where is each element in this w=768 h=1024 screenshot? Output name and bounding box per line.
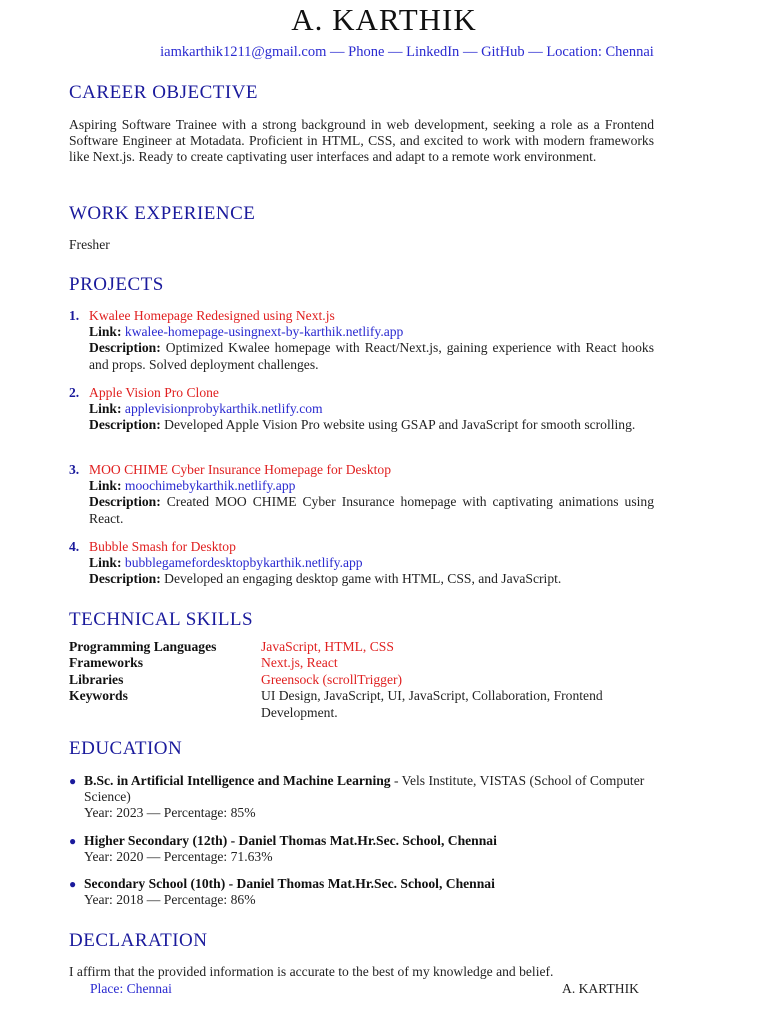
skill-label: Frameworks (69, 655, 143, 671)
description-label: Description: (89, 571, 161, 587)
place-text: Place: Chennai (90, 981, 172, 996)
phone-link[interactable]: Phone (348, 44, 385, 60)
project-number: 1. (69, 308, 80, 323)
project-item (69, 462, 654, 527)
education-degree: Secondary School (10th) - Daniel Thomas Mat.Hr.Sec. School, Chennai (84, 876, 495, 891)
link-label: Link: (89, 478, 122, 494)
education-item (69, 876, 654, 908)
email-link[interactable]: iamkarthik1211@gmail.com (160, 44, 327, 60)
work-experience-text: Fresher (69, 237, 110, 252)
skill-value: Greensock (scrollTrigger) (261, 671, 403, 687)
skill-label: Programming Languages (69, 639, 217, 654)
candidate-name: A. KARTHIK (291, 2, 477, 37)
project-link[interactable]: applevisionprobykarthik.netlify.com (124, 401, 323, 417)
bullet-icon: ● (69, 877, 77, 891)
description-label: Description: (89, 417, 161, 433)
project-title: Kwalee Homepage Redesigned using Next.js (89, 308, 335, 323)
career-objective-text: Aspiring Software Trainee with a strong background in web development, seeking a role as a Frontend Software Engineer at Motadata. Proficient in HTML, CSS, and excited to work with modern frameworks like Next.js. Ready to create captivating user interfaces and adapt to a remote work environment. (69, 117, 654, 165)
education-degree: Higher Secondary (12th) - Daniel Thomas Mat.Hr.Sec. School, Chennai (84, 833, 497, 848)
skill-label: Libraries (69, 671, 124, 687)
projects-heading: PROJECTS (69, 274, 164, 295)
contact-separator: — (384, 44, 407, 60)
skill-row (69, 672, 653, 688)
education-institution: - Vels Institute, VISTAS (School of Computer Science) (84, 773, 645, 805)
skill-label: Keywords (69, 688, 128, 704)
bullet-icon: ● (69, 774, 77, 788)
skill-row (69, 639, 653, 655)
contact-separator: — (524, 44, 547, 60)
github-link[interactable]: GitHub (481, 44, 525, 60)
project-item (69, 539, 654, 588)
education-degree: B.Sc. in Artificial Intelligence and Machine Learning (84, 773, 391, 788)
declaration-text: I affirm that the provided information is accurate to the best of my knowledge and belief. (69, 964, 554, 979)
education-item (69, 833, 654, 865)
project-item (69, 385, 654, 434)
project-title: MOO CHIME Cyber Insurance Homepage for Desktop (89, 462, 392, 477)
location-link[interactable]: Location: Chennai (546, 44, 654, 60)
skill-value: Next.js, React (261, 655, 338, 671)
skill-value: JavaScript, HTML, CSS (261, 639, 394, 654)
work-experience-heading: WORK EXPERIENCE (69, 203, 256, 224)
career-objective-heading: CAREER OBJECTIVE (69, 82, 259, 103)
description-label: Description: (89, 340, 161, 356)
project-link[interactable]: moochimebykarthik.netlify.app (124, 478, 296, 494)
signature-name: A. KARTHIK (562, 981, 639, 996)
link-label: Link: (89, 324, 122, 340)
education-details: Year: 2023 — Percentage: 85% (84, 805, 256, 821)
description-label: Description: (89, 494, 161, 510)
education-details: Year: 2018 — Percentage: 86% (84, 892, 256, 908)
skill-value: UI Design, JavaScript, UI, JavaScript, Collaboration, Frontend Development. (261, 688, 603, 720)
project-description: Created MOO CHIME Cyber Insurance homepage with captivating animations using React. (89, 494, 655, 526)
contact-line (46, 44, 768, 61)
project-number: 3. (69, 462, 80, 477)
bullet-icon: ● (69, 834, 77, 848)
education-details: Year: 2020 — Percentage: 71.63% (84, 849, 273, 865)
technical-skills-heading: TECHNICAL SKILLS (69, 609, 254, 630)
link-label: Link: (89, 401, 122, 417)
project-number: 2. (69, 385, 80, 400)
contact-separator: — (459, 44, 482, 60)
education-item (69, 773, 654, 822)
project-title: Bubble Smash for Desktop (89, 539, 236, 554)
skill-row (69, 688, 653, 721)
declaration-heading: DECLARATION (69, 930, 208, 951)
education-heading: EDUCATION (69, 738, 183, 759)
project-title: Apple Vision Pro Clone (89, 385, 219, 400)
project-number: 4. (69, 539, 80, 554)
project-description: Optimized Kwalee homepage with React/Next.js, gaining experience with React hooks and props. Solved deployment challenges. (89, 340, 654, 372)
skills-table (69, 639, 653, 721)
project-description: Developed an engaging desktop game with HTML, CSS, and JavaScript. (164, 571, 562, 587)
project-link[interactable]: bubblegamefordesktopbykarthik.netlify.app (124, 555, 363, 571)
linkedin-link[interactable]: LinkedIn (406, 44, 460, 60)
project-item (69, 308, 654, 373)
skill-row (69, 655, 653, 671)
project-link[interactable]: kwalee-homepage-usingnext-by-karthik.netlify.app (124, 324, 404, 340)
link-label: Link: (89, 555, 122, 571)
contact-separator: — (326, 44, 349, 60)
project-description: Developed Apple Vision Pro website using GSAP and JavaScript for smooth scrolling. (164, 417, 636, 433)
